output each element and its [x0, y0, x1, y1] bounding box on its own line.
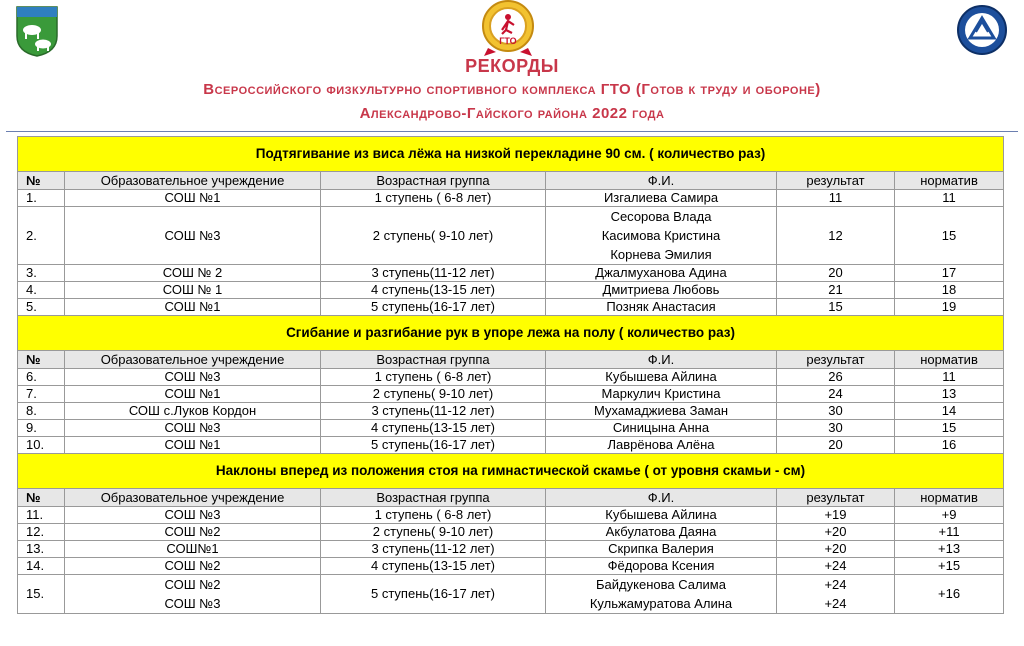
row-number: 6.: [18, 369, 65, 386]
school-cell: СОШ №2: [65, 524, 321, 541]
gto-badge-text: ГТО: [499, 36, 517, 46]
school-cell: СОШ №3: [65, 369, 321, 386]
section-header: [18, 316, 1004, 351]
section-title: Подтягивание из виса лёжа на низкой перекладине 90 см. ( количество раз): [18, 137, 1004, 172]
age-group-cell: 3 ступень(11-12 лет): [321, 541, 546, 558]
result-cell: 12: [777, 207, 895, 265]
row-number: 7.: [18, 386, 65, 403]
col-header-norm: норматив: [895, 172, 1004, 190]
school-cell: СОШ №1: [65, 299, 321, 316]
age-group-cell: 5 ступень(16-17 лет): [321, 299, 546, 316]
age-group-cell: 2 ступень( 9-10 лет): [321, 524, 546, 541]
result-cell: 30: [777, 420, 895, 437]
result-cell: [777, 575, 895, 614]
name-cell: Джалмуханова Адина: [546, 265, 777, 282]
col-header-result: результат: [777, 351, 895, 369]
row-number: 1.: [18, 190, 65, 207]
row-number: 13.: [18, 541, 65, 558]
norm-cell: +11: [895, 524, 1004, 541]
table-row: [18, 299, 1004, 316]
result-cell: 30: [777, 403, 895, 420]
age-group-cell: 5 ступень(16-17 лет): [321, 437, 546, 454]
table-row: [18, 403, 1004, 420]
result-cell: 20: [777, 437, 895, 454]
norm-cell: 11: [895, 190, 1004, 207]
norm-cell: 11: [895, 369, 1004, 386]
gto-badge-icon: [472, 0, 544, 56]
norm-cell: 17: [895, 265, 1004, 282]
result-cell: 21: [777, 282, 895, 299]
result-cell: 24: [777, 386, 895, 403]
norm-cell: +16: [895, 575, 1004, 614]
table-row: [18, 190, 1004, 207]
norm-cell: +15: [895, 558, 1004, 575]
row-number: 12.: [18, 524, 65, 541]
name-cell: [546, 575, 777, 614]
section-title: Наклоны вперед из положения стоя на гимнастической скамье ( от уровня скамьи - см): [18, 454, 1004, 489]
row-number: 2.: [18, 207, 65, 265]
school-cell: СОШ №3: [65, 507, 321, 524]
section-header: [18, 454, 1004, 489]
row-number: 8.: [18, 403, 65, 420]
name-line: Сесорова Влада: [610, 209, 712, 224]
school-line: СОШ №2: [164, 577, 221, 592]
school-cell: СОШ №1: [65, 190, 321, 207]
norm-cell: 19: [895, 299, 1004, 316]
column-header-row: [18, 172, 1004, 190]
norm-cell: 15: [895, 420, 1004, 437]
school-cell: СОШ№1: [65, 541, 321, 558]
name-cell: Кубышева Айлина: [546, 369, 777, 386]
age-group-cell: 3 ступень(11-12 лет): [321, 403, 546, 420]
row-number: 3.: [18, 265, 65, 282]
table-row: [18, 541, 1004, 558]
table-row: [18, 558, 1004, 575]
table-row: [18, 420, 1004, 437]
name-cell: Лаврёнова Алёна: [546, 437, 777, 454]
page-title: РЕКОРДЫ: [465, 56, 559, 76]
age-group-cell: 1 ступень ( 6-8 лет): [321, 369, 546, 386]
school-line: СОШ №3: [164, 596, 221, 611]
name-cell: Акбулатова Даяна: [546, 524, 777, 541]
school-cell: СОШ с.Луков Кордон: [65, 403, 321, 420]
row-number: 15.: [18, 575, 65, 614]
table-row: [18, 507, 1004, 524]
header-divider: [6, 131, 1018, 132]
table-row: [18, 575, 1004, 614]
table-row: [18, 207, 1004, 265]
age-group-cell: 2 ступень( 9-10 лет): [321, 386, 546, 403]
col-header-name: Ф.И.: [546, 351, 777, 369]
col-header-norm: норматив: [895, 489, 1004, 507]
col-header-result: результат: [777, 489, 895, 507]
school-cell: СОШ №3: [65, 420, 321, 437]
section-title: Сгибание и разгибание рук в упоре лежа на полу ( количество раз): [18, 316, 1004, 351]
col-header-school: Образовательное учреждение: [65, 351, 321, 369]
age-group-cell: 4 ступень(13-15 лет): [321, 558, 546, 575]
page-subtitle-line-2: Александрово-Гайского района 2022 года: [359, 105, 665, 122]
school-cell: СОШ №1: [65, 437, 321, 454]
result-cell: 15: [777, 299, 895, 316]
col-header-age-group: Возрастная группа: [321, 489, 546, 507]
name-cell: Маркулич Кристина: [546, 386, 777, 403]
row-number: 9.: [18, 420, 65, 437]
name-cell: Фёдорова Ксения: [546, 558, 777, 575]
district-round-logo-icon: [956, 4, 1008, 56]
row-number: 4.: [18, 282, 65, 299]
row-number: 14.: [18, 558, 65, 575]
result-cell: +19: [777, 507, 895, 524]
col-header-number: №: [18, 489, 65, 507]
col-header-school: Образовательное учреждение: [65, 489, 321, 507]
col-header-age-group: Возрастная группа: [321, 351, 546, 369]
age-group-cell: 3 ступень(11-12 лет): [321, 265, 546, 282]
page-header: [0, 0, 1024, 132]
name-cell: Мухамаджиева Заман: [546, 403, 777, 420]
column-header-row: [18, 351, 1004, 369]
result-line: +24: [824, 596, 847, 611]
table-row: [18, 524, 1004, 541]
school-cell: СОШ №3: [65, 207, 321, 265]
col-header-number: №: [18, 172, 65, 190]
age-group-cell: 5 ступень(16-17 лет): [321, 575, 546, 614]
norm-cell: +13: [895, 541, 1004, 558]
norm-cell: 18: [895, 282, 1004, 299]
name-cell: Дмитриева Любовь: [546, 282, 777, 299]
col-header-number: №: [18, 351, 65, 369]
school-cell: СОШ № 1: [65, 282, 321, 299]
name-line: Байдукенова Салима: [596, 577, 726, 592]
col-header-result: результат: [777, 172, 895, 190]
result-cell: +20: [777, 541, 895, 558]
result-cell: 11: [777, 190, 895, 207]
name-cell: Синицына Анна: [546, 420, 777, 437]
col-header-name: Ф.И.: [546, 172, 777, 190]
age-group-cell: 4 ступень(13-15 лет): [321, 282, 546, 299]
name-line: Кульжамуратова Алина: [589, 596, 733, 611]
name-cell: [546, 207, 777, 265]
age-group-cell: 1 ступень ( 6-8 лет): [321, 507, 546, 524]
age-group-cell: 4 ступень(13-15 лет): [321, 420, 546, 437]
name-line: Корнева Эмилия: [610, 247, 712, 262]
norm-cell: 14: [895, 403, 1004, 420]
row-number: 10.: [18, 437, 65, 454]
records-table: [17, 136, 1004, 614]
table-row: [18, 369, 1004, 386]
name-cell: Изгалиева Самира: [546, 190, 777, 207]
name-line: Касимова Кристина: [601, 228, 721, 243]
section-header: [18, 137, 1004, 172]
column-header-row: [18, 489, 1004, 507]
school-cell: СОШ №2: [65, 558, 321, 575]
page-subtitle-line-1: Всероссийского физкультурно спортивного комплекса ГТО (Готов к труду и обороне): [203, 81, 821, 98]
col-header-school: Образовательное учреждение: [65, 172, 321, 190]
school-cell: [65, 575, 321, 614]
norm-cell: 16: [895, 437, 1004, 454]
table-row: [18, 386, 1004, 403]
name-cell: Скрипка Валерия: [546, 541, 777, 558]
norm-cell: +9: [895, 507, 1004, 524]
table-row: [18, 437, 1004, 454]
col-header-name: Ф.И.: [546, 489, 777, 507]
school-cell: СОШ №1: [65, 386, 321, 403]
result-cell: +20: [777, 524, 895, 541]
result-cell: 20: [777, 265, 895, 282]
result-line: +24: [824, 577, 847, 592]
table-row: [18, 282, 1004, 299]
col-header-norm: норматив: [895, 351, 1004, 369]
norm-cell: 15: [895, 207, 1004, 265]
row-number: 11.: [18, 507, 65, 524]
age-group-cell: 1 ступень ( 6-8 лет): [321, 190, 546, 207]
coat-of-arms-icon: [14, 4, 60, 58]
name-cell: Кубышева Айлина: [546, 507, 777, 524]
result-cell: +24: [777, 558, 895, 575]
table-row: [18, 265, 1004, 282]
result-cell: 26: [777, 369, 895, 386]
age-group-cell: 2 ступень( 9-10 лет): [321, 207, 546, 265]
school-cell: СОШ № 2: [65, 265, 321, 282]
norm-cell: 13: [895, 386, 1004, 403]
col-header-age-group: Возрастная группа: [321, 172, 546, 190]
name-cell: Позняк Анастасия: [546, 299, 777, 316]
row-number: 5.: [18, 299, 65, 316]
